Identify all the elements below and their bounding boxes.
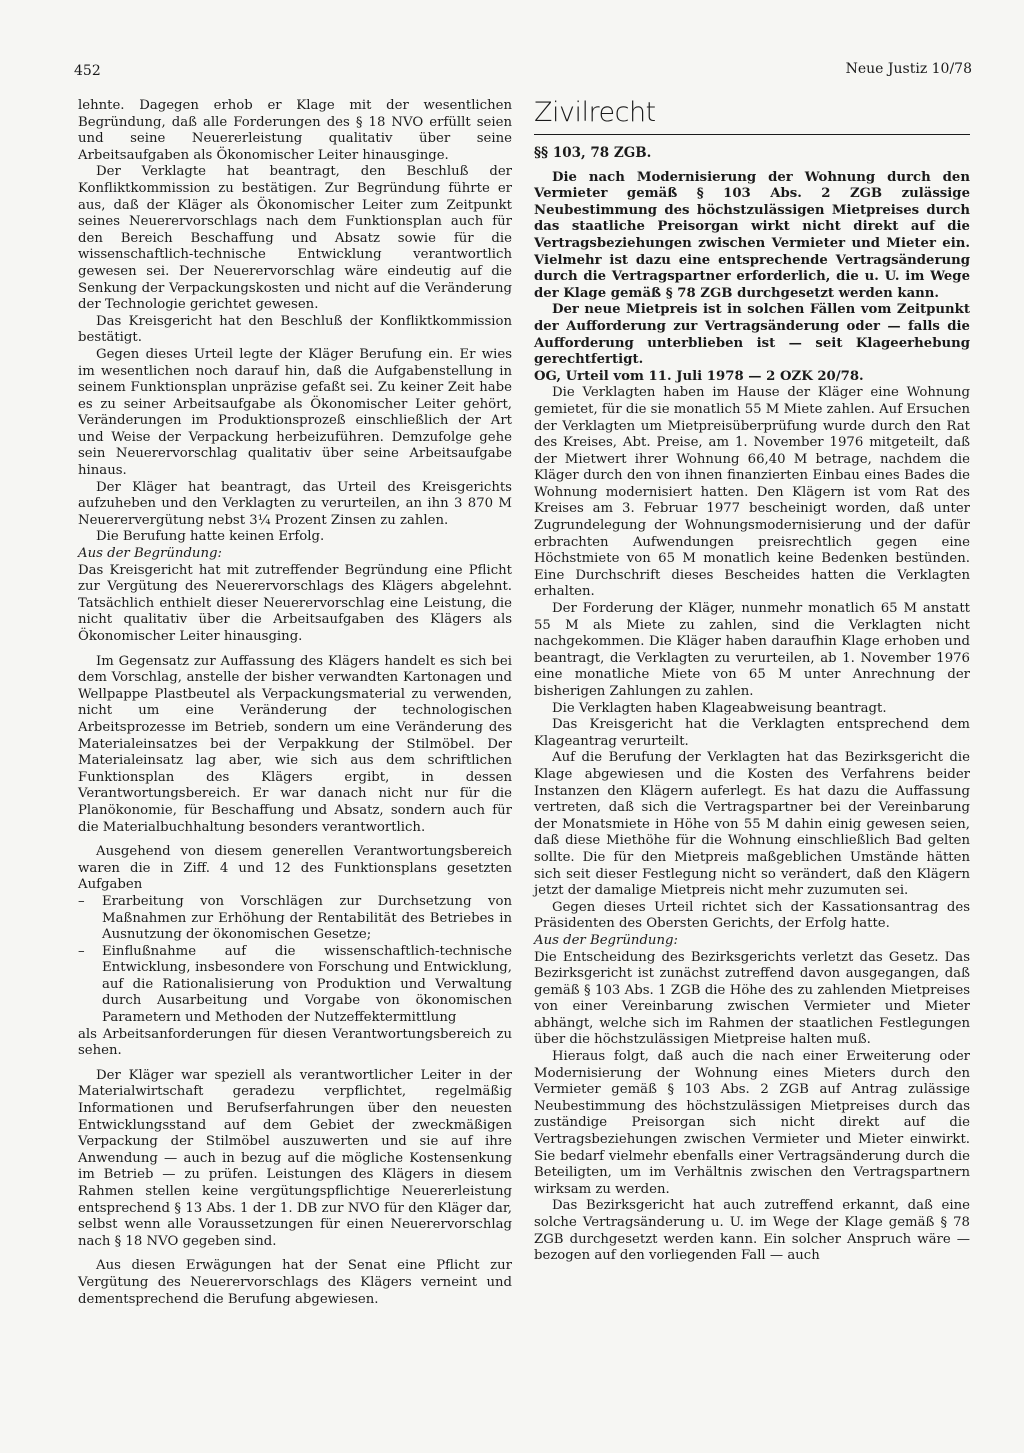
statute-reference: §§ 103, 78 ZGB. <box>534 145 652 161</box>
paragraph: Auf die Berufung der Verklagten hat das Bezirksgericht die Klage abgewiesen und die Kosten des Verfahrens beider Instanzen den Klägern auferlegt. Es hat dazu die Auffassung vertreten, daß sich die Vertragspartner bei der Vereinbarung der Monatsmiete in Höhe von 55 M dahin einig gewesen seien, daß diese Miethöhe für die Wohnung einschließlich Bad gelten sollte. Die für den Mietpreis maßgeblichen Umstände hätten sich seit dieser Festlegung nicht so verändert, daß den Klägern jetzt der damalige Mietpreis nicht mehr zuzumuten sei. <box>534 750 970 899</box>
paragraph: Gegen dieses Urteil richtet sich der Kassationsantrag des Präsidenten des Obersten Gerichts, der Erfolg hatte. <box>534 899 970 932</box>
paragraph: Ausgehend von diesem generellen Verantwortungsbereich waren die in Ziff. 4 und 12 des Funktionsplans gesetzten Aufgaben <box>78 844 512 893</box>
paragraph: Das Kreisgericht hat die Verklagten entsprechend dem Klageantrag verurteilt. <box>534 717 970 749</box>
paragraph: Der Forderung der Kläger, nunmehr monatlich 65 M anstatt 55 M als Miete zu zahlen, sind die Verklagten nicht nachgekommen. Die Kläger haben daraufhin Klage erhoben und beantragt, die Verklagten zu verurteilen, ab 1. November 1976 eine monatliche Miete von 65 M unter Anrechnung der bisherigen Zahlungen zu zahlen. <box>534 601 970 699</box>
paragraph: Das Kreisgericht hat mit zutreffender Begründung eine Pflicht zur Vergütung des Neuerervorschlags des Klägers abgelehnt. Tatsächlich enthielt dieser Neuerervorschlag eine Leistung, die nicht qualitativ über die Arbeitsaufgaben des Klägers als Ökonomischer Leiter hinausging. <box>78 562 512 644</box>
decision-citation: OG, Urteil vom 11. Juli 1978 — 2 OZK 20/78. <box>534 368 864 384</box>
paragraph: als Arbeitsanforderungen für diesen Verantwortungsbereich zu sehen. <box>78 1026 512 1059</box>
paragraph: Der Verklagte hat beantragt, den Beschluß der Konfliktkommission zu bestätigen. Zur Begründung führte er aus, daß der Kläger als Ökonomischer Leiter zum Zeitpunkt seines Neuerervorschlags nach dem Funktionsplan auch für den Bereich Beschaffung und Absatz sowie für die wissenschaftlich-technische Entwicklung verantwortlich gewesen sei. Der Neuerervorschlag wäre eindeutig auf die Senkung der Verpackungskosten und nicht auf die Veränderung der Technologie gerichtet gewesen. <box>78 164 512 313</box>
right-column <box>534 96 970 1265</box>
journal-issue: Neue Justiz 10/78 <box>845 61 972 77</box>
paragraph: Im Gegensatz zur Auffassung des Klägers handelt es sich bei dem Vorschlag, anstelle der bisher verwandten Kartonagen und Wellpappe Plastbeutel als Verpackungsmaterial zu verwenden, nicht um eine Veränderung der technologischen Arbeitsprozesse im Betrieb, sondern um eine Veränderung des Materialeinsatzes bei der Verpakkung der Stilmöbel. Der Materialeinsatz lag aber, wie sich aus dem schriftlichen Funktionsplan des Klägers ergibt, in dessen Verantwortungsbereich. Er war danach nicht nur für die Planökonomie, für Beschaffung und Absatz, sondern auch für die Materialbuchhaltung besonders verantwortlich. <box>78 653 512 835</box>
paragraph: Die Berufung hatte keinen Erfolg. <box>96 529 325 545</box>
paragraph: Die Verklagten haben im Hause der Kläger eine Wohnung gemietet, für die sie monatlich 55 M Miete zahlen. Auf Ersuchen der Verklagten um Mietpreisüberprüfung wurde durch den Rat des Kreises, Abt. Preise, am 1. November 1976 mitgeteilt, daß der Mietwert ihrer Wohnung 66,40 M betrage, nachdem die Kläger durch den von ihnen finanzierten Einbau eines Bades die Wohnung modernisiert hatten. Den Klägern ist vom Rat des Kreises am 3. Februar 1977 bescheinigt worden, daß unter Zugrundelegung der Wohnungsmodernisierung und der dafür erbrachten Aufwendungen preisrechtlich gegen eine Höchstmiete von 65 M monatlich keine Bedenken bestünden. Eine Durchschrift dieses Bescheides hatten die Verklagten erhalten. <box>534 385 970 600</box>
paragraph: Das Bezirksgericht hat auch zutreffend erkannt, daß eine solche Vertragsänderung u. U. im Wege der Klage gemäß § 78 ZGB durchgesetzt werden kann. Ein solcher Anspruch wäre — bezogen auf den vorliegenden Fall — auch <box>534 1198 970 1264</box>
headnote <box>534 170 970 369</box>
paragraph: lehnte. Dagegen erhob er Klage mit der wesentlichen Begründung, daß alle Forderungen des § 18 NVO erfüllt seien und seine Neuererleistung qualitativ über seine Arbeitsaufgaben als Ökonomischer Leiter hinausginge. <box>78 98 512 163</box>
page-number: 452 <box>74 63 101 79</box>
list-item: – Erarbeitung von Vorschlägen zur Durchsetzung von Maßnahmen zur Erhöhung der Rentabilität des Betriebes in Ausnutzung der ökonomischen Gesetze; <box>78 894 512 944</box>
paragraph: Die Verklagten haben Klageabweisung beantragt. <box>552 700 887 716</box>
section-title: Zivilrecht <box>534 96 970 135</box>
subheading: Aus der Begründung: <box>78 546 222 562</box>
left-column <box>78 98 512 1308</box>
paragraph: Der Kläger war speziell als verantwortlicher Leiter in der Materialwirtschaft geradezu verpflichtet, regelmäßig Informationen und Berufserfahrungen über den neuesten Entwicklungsstand auf dem Gebiet der zweckmäßigen Verpackung der Stilmöbel auszuwerten und sie auf ihre Anwendung — auch in bezug auf die mögliche Kostensenkung im Betrieb — zu prüfen. Leistungen des Klägers in diesem Rahmen stellen keine vergütungspflichtige Neuererleistung entsprechend § 13 Abs. 1 der 1. DB zur NVO für den Kläger dar, selbst wenn alle Voraussetzungen für einen Neuerervorschlag nach § 18 NVO gegeben sind. <box>78 1067 512 1249</box>
paragraph: Der Kläger hat beantragt, das Urteil des Kreisgerichts aufzuheben und den Verklagten zu verurteilen, an ihn 3 870 M Neuerervergütung nebst 3¼ Prozent Zinsen zu zahlen. <box>78 479 512 528</box>
paragraph: Gegen dieses Urteil legte der Kläger Berufung ein. Er wies im wesentlichen noch darauf hin, daß die Aufgabenstellung in seinem Funktionsplan unpräzise gefaßt sei. Zu keiner Zeit habe es zu seiner Arbeitsaufgabe als Ökonomischer Leiter gehört, Veränderungen im Produktionsprozeß einschließlich der Art und Weise der Verpackung herbeizuführen. Demzufolge gehe sein Neuerervorschlag qualitativ über seine Arbeitsaufgabe hinaus. <box>78 346 512 479</box>
paragraph: Die Entscheidung des Bezirksgerichts verletzt das Gesetz. Das Bezirksgericht ist zunächst zutreffend davon ausgegangen, daß gemäß § 103 Abs. 1 ZGB die Höhe des zu zahlenden Mietpreises von einer Vereinbarung zwischen Vermieter und Mieter abhängt, welche sich im Rahmen der staatlichen Festlegungen über die höchstzulässigen Mietpreise halten muß. <box>534 949 970 1048</box>
paragraph: Das Kreisgericht hat den Beschluß der Konfliktkommission bestätigt. <box>78 313 512 346</box>
paragraph: Aus diesen Erwägungen hat der Senat eine Pflicht zur Vergütung des Neuerervorschlags des Klägers verneint und dementsprechend die Berufung abgewiesen. <box>78 1258 512 1307</box>
subheading: Aus der Begründung: <box>534 932 678 948</box>
headnote-paragraph: Der neue Mietpreis ist in solchen Fällen vom Zeitpunkt der Aufforderung zur Vertragsänderung oder — falls die Aufforderung unterblieben ist — seit Klageerhebung gerechtfertigt. <box>534 302 970 368</box>
headnote-paragraph: Die nach Modernisierung der Wohnung durch den Vermieter gemäß § 103 Abs. 2 ZGB zulässige Neubestimmung des höchstzulässigen Mietpreises durch das staatliche Preisorgan wirkt nicht direkt auf die Vertragsbeziehungen zwischen Vermieter und Mieter ein. Vielmehr ist dazu eine entsprechende Vertragsänderung durch die Vertragspartner erforderlich, die u. U. im Wege der Klage gemäß § 78 ZGB durchgesetzt werden kann. <box>534 169 970 301</box>
list-item: – Einflußnahme auf die wissenschaftlich-technische Entwicklung, insbesondere von Forschung und Entwicklung, auf die Rationalisierung von Produktion und Verwaltung durch Ausarbeitung und Vorgabe von ökonomischen Parametern und Methoden der Nutzeffektermittlung <box>78 944 512 1027</box>
paragraph: Hieraus folgt, daß auch die nach einer Erweiterung oder Modernisierung der Wohnung eines Mieters durch den Vermieter gemäß § 103 Abs. 2 ZGB auf Antrag zulässige Neubestimmung des höchstzulässigen Mietpreises durch das zuständige Preisorgan sich nicht direkt auf die Vertragsbeziehungen zwischen Vermieter und Mieter einwirkt. Sie bedarf vielmehr ebenfalls einer Vertragsänderung durch die Beteiligten, um im Verhältnis zwischen den Vertragspartnern wirksam zu werden. <box>534 1049 970 1197</box>
task-list <box>78 894 512 1027</box>
